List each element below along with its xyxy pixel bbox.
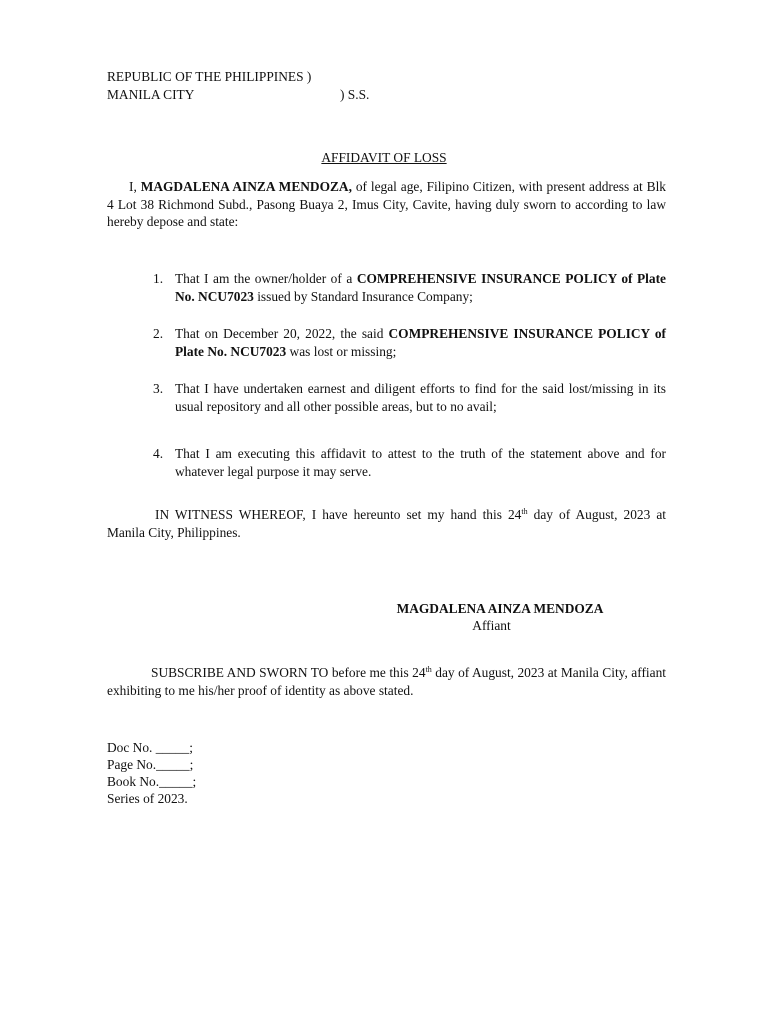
series-year: Series of 2023. bbox=[107, 791, 188, 806]
list-item-number: 3. bbox=[153, 381, 164, 396]
venue-ss: ) S.S. bbox=[340, 87, 370, 102]
list-item-text-part: issued by Standard Insurance Company; bbox=[253, 288, 473, 304]
venue-city: MANILA CITY bbox=[107, 87, 195, 102]
affiant-label: Affiant bbox=[472, 618, 511, 633]
witness-paragraph bbox=[107, 506, 666, 541]
affiant-signature-name: MAGDALENA AINZA MENDOZA bbox=[396, 601, 604, 616]
list-item-text-part: was lost or missing; bbox=[286, 343, 397, 359]
intro-paragraph bbox=[107, 178, 666, 231]
jurat-text: SUBSCRIBE AND SWORN TO before me this 24 bbox=[151, 665, 426, 680]
jurat-ordinal: th bbox=[425, 665, 432, 674]
intro-rest: of legal age, Filipino Citizen, with present address at Blk 4 Lot 38 Richmond Subd., Pasong Buaya 2, Imus City, Cavite, having duly sworn to according to law hereby depose and state: bbox=[107, 179, 666, 229]
notarial-register bbox=[107, 739, 196, 807]
jurat-paragraph bbox=[107, 664, 666, 699]
doc-number: Doc No. _____; bbox=[107, 740, 193, 755]
document-title bbox=[0, 149, 768, 167]
list-item-number: 2. bbox=[153, 326, 164, 341]
affiant-name-inline: MAGDALENA AINZA MENDOZA, bbox=[140, 179, 352, 194]
list-item-text: That I am executing this affidavit to attest to the truth of the statement above and for whatever legal purpose it may serve. bbox=[175, 446, 666, 479]
witness-text: IN WITNESS WHEREOF, I have hereunto set my hand this 24 bbox=[155, 507, 522, 522]
list-item-number: 4. bbox=[153, 446, 164, 461]
list-item-text bbox=[175, 270, 666, 305]
list-item-bold: COMPREHENSIVE INSURANCE POLICY of Plate No. NCU7023 bbox=[175, 271, 666, 304]
page-number: Page No._____; bbox=[107, 757, 194, 772]
witness-text-end: day of August, 2023 at Manila City, Philippines. bbox=[107, 507, 666, 540]
jurat-text-end: day of August, 2023 at Manila City, affiant exhibiting to me his/her proof of identity as above stated. bbox=[107, 665, 667, 698]
list-item-text bbox=[175, 325, 666, 360]
document-title-text: AFFIDAVIT OF LOSS bbox=[321, 150, 447, 165]
venue-city-line bbox=[107, 86, 407, 104]
list-item-text-part: That on December 20, 2022, the said bbox=[175, 326, 389, 341]
venue-caption bbox=[107, 68, 407, 104]
venue-republic: REPUBLIC OF THE PHILIPPINES ) bbox=[107, 69, 312, 84]
list-item-text: That I have undertaken earnest and diligent efforts to find for the said lost/missing in its usual repository and all other possible areas, but to no avail; bbox=[175, 381, 666, 414]
list-item-bold: COMPREHENSIVE INSURANCE POLICY of Plate No. NCU7023 bbox=[175, 326, 666, 359]
list-item-number: 1. bbox=[153, 271, 164, 286]
witness-ordinal: th bbox=[521, 507, 528, 516]
list-item-text-part: That I am the owner/holder of a bbox=[175, 271, 357, 286]
book-number: Book No._____; bbox=[107, 774, 197, 789]
intro-lead: I, bbox=[129, 179, 141, 194]
